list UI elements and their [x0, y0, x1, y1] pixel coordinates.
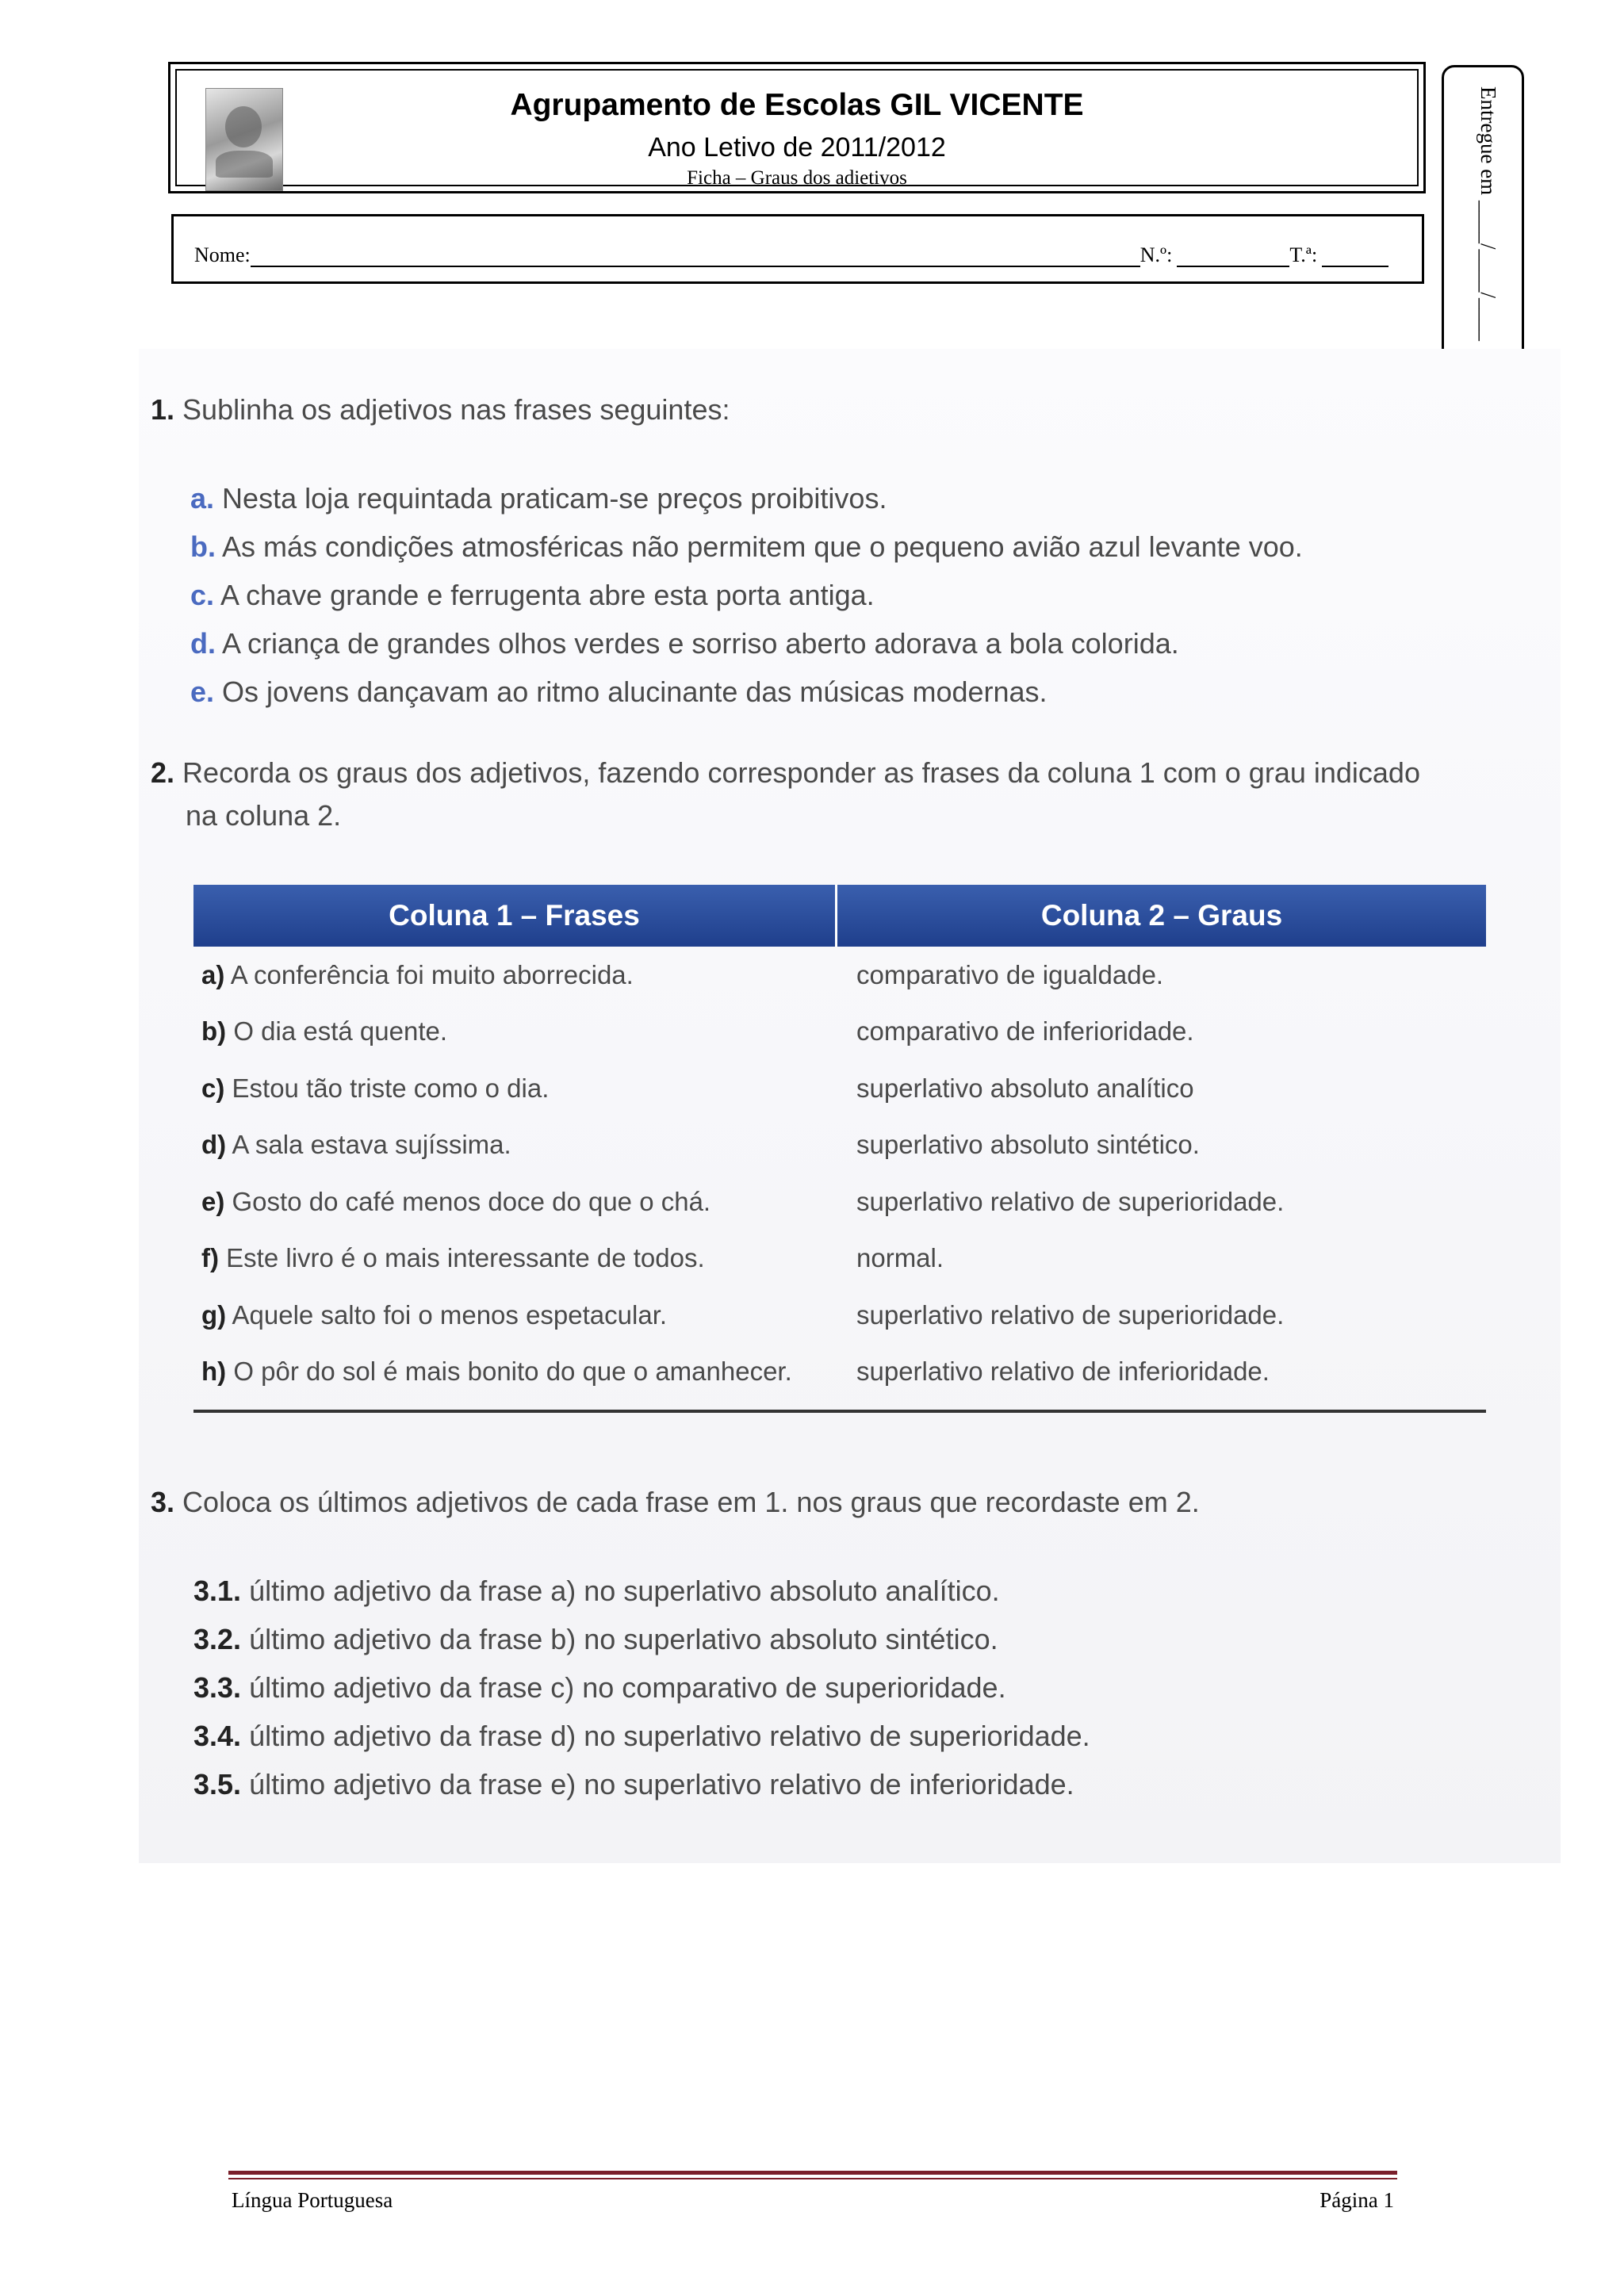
student-info-box: [171, 214, 1424, 284]
row-letter: c): [201, 1073, 225, 1103]
sentence-cell: [193, 1187, 837, 1217]
degree-cell: comparativo de igualdade.: [856, 959, 1164, 989]
q1-item: [190, 530, 1303, 564]
table-row: [193, 1344, 1486, 1401]
q1-item-text: A chave grande e ferrugenta abre esta porta antiga.: [220, 579, 875, 611]
column-2-header: Coluna 2 – Graus: [1040, 899, 1283, 932]
degree-cell: superlativo relativo de superioridade.: [856, 1299, 1285, 1330]
q3-item: [193, 1575, 1000, 1608]
q1-item-text: As más condições atmosféricas não permitem que o pequeno avião azul levante voo.: [222, 530, 1303, 563]
sentence-cell: [193, 1130, 837, 1160]
degree-cell: superlativo absoluto sintético.: [856, 1130, 1200, 1160]
column-1-header: Coluna 1 – Frases: [193, 885, 837, 947]
q1-item: [190, 627, 1179, 660]
header-inner-frame: [175, 69, 1419, 189]
table-bottom-rule: [193, 1410, 1486, 1413]
q3-item-text: último adjetivo da frase a) no superlativo absoluto analítico.: [249, 1575, 1000, 1607]
row-letter: f): [201, 1243, 219, 1273]
q1-item-text: Os jovens dançavam ao ritmo alucinante das músicas modernas.: [222, 675, 1048, 708]
row-sentence: A sala estava sujíssima.: [232, 1130, 511, 1160]
question-1-number: 1.: [151, 393, 175, 426]
row-sentence: Este livro é o mais interessante de todos.: [226, 1243, 705, 1273]
question-1-prompt: Sublinha os adjetivos nas frases seguintes:: [182, 393, 730, 426]
q3-item-number: 3.2.: [193, 1623, 242, 1655]
table-row: [193, 1060, 1486, 1117]
q1-item-letter: b.: [190, 530, 216, 563]
class-field[interactable]: [1322, 248, 1388, 267]
degree-cell: normal.: [856, 1243, 944, 1273]
sentence-cell: [193, 1073, 837, 1104]
footer-rule-thin: [228, 2178, 1397, 2179]
question-2-title: [151, 756, 1420, 790]
row-letter: g): [201, 1299, 227, 1330]
q3-item-text: último adjetivo da frase b) no superlativo absoluto sintético.: [249, 1623, 998, 1655]
degree-cell: superlativo relativo de inferioridade.: [856, 1357, 1270, 1387]
q1-item-letter: c.: [190, 579, 215, 611]
q3-item-text: último adjetivo da frase c) no comparativo de superioridade.: [249, 1671, 1006, 1704]
sentence-cell: [193, 1016, 837, 1047]
worksheet-subtitle: Ficha – Graus dos adietivos: [687, 167, 907, 189]
row-sentence: O dia está quente.: [233, 1016, 448, 1047]
q1-item-letter: a.: [190, 482, 215, 515]
row-sentence: Gosto do café menos doce do que o chá.: [232, 1186, 711, 1216]
sentence-cell: [193, 960, 837, 990]
row-letter: d): [201, 1130, 227, 1160]
table-row: [193, 1173, 1486, 1230]
name-field[interactable]: [251, 248, 1140, 267]
sentence-cell: [193, 1357, 837, 1387]
q3-item: [193, 1768, 1074, 1801]
table-row: [193, 1117, 1486, 1174]
q3-item-number: 3.3.: [193, 1671, 242, 1704]
q1-item: [190, 675, 1048, 709]
table-row: [193, 1230, 1486, 1288]
q3-item: [193, 1623, 998, 1656]
sentence-cell: [193, 1300, 837, 1330]
q3-item: [193, 1671, 1006, 1705]
question-2-prompt: Recorda os graus dos adjetivos, fazendo corresponder as frases da coluna 1 com o grau indicado: [182, 756, 1420, 789]
delivery-date-text: Entregue em ____/____/____: [1477, 86, 1500, 341]
header-box: [168, 62, 1426, 193]
q1-item-text: Nesta loja requintada praticam-se preços proibitivos.: [222, 482, 887, 515]
table-row: [193, 1287, 1486, 1344]
row-letter: e): [201, 1186, 225, 1216]
student-info-line: [194, 243, 1398, 267]
q1-item-letter: d.: [190, 627, 216, 660]
q3-item-text: último adjetivo da frase d) no superlativo relativo de superioridade.: [249, 1720, 1090, 1752]
q3-item-text: último adjetivo da frase e) no superlativo relativo de inferioridade.: [249, 1768, 1074, 1800]
question-2-prompt-continued: na coluna 2.: [186, 799, 342, 832]
question-1-title: [151, 393, 730, 427]
sentence-cell: [193, 1243, 837, 1273]
question-2-number: 2.: [151, 756, 175, 789]
q1-item: [190, 482, 887, 515]
row-letter: b): [201, 1016, 227, 1047]
q3-item-number: 3.5.: [193, 1768, 242, 1800]
row-sentence: Aquele salto foi o menos espetacular.: [232, 1299, 668, 1330]
row-sentence: O pôr do sol é mais bonito do que o amanhecer.: [233, 1357, 792, 1387]
degree-cell: superlativo relativo de superioridade.: [856, 1186, 1285, 1216]
table-header: [193, 885, 1486, 947]
q1-item-text: A criança de grandes olhos verdes e sorriso aberto adorava a bola colorida.: [222, 627, 1179, 660]
footer-subject: Língua Portuguesa: [232, 2188, 393, 2212]
row-letter: h): [201, 1357, 227, 1387]
row-letter: a): [201, 959, 225, 989]
degrees-table: [193, 885, 1486, 1413]
class-label: T.ª:: [1289, 243, 1318, 266]
row-sentence: A conferência foi muito aborrecida.: [230, 959, 634, 989]
q3-item: [193, 1720, 1090, 1753]
number-label: N.º:: [1139, 243, 1173, 266]
row-sentence: Estou tão triste como o dia.: [232, 1073, 550, 1103]
number-field[interactable]: [1177, 248, 1289, 267]
school-year: Ano Letivo de 2011/2012: [648, 132, 946, 163]
q1-item-letter: e.: [190, 675, 215, 708]
question-3-title: [151, 1486, 1200, 1519]
footer-page-number: Página 1: [1320, 2188, 1394, 2212]
table-row: [193, 1004, 1486, 1061]
q3-item-number: 3.4.: [193, 1720, 242, 1752]
name-label: Nome:: [194, 243, 251, 266]
table-row: [193, 947, 1486, 1004]
footer-rule-thick: [228, 2171, 1397, 2175]
school-name: Agrupamento de Escolas GIL VICENTE: [510, 88, 1084, 122]
degree-cell: superlativo absoluto analítico: [856, 1073, 1194, 1103]
degree-cell: comparativo de inferioridade.: [856, 1016, 1194, 1047]
q1-item: [190, 579, 875, 612]
question-3-prompt: Coloca os últimos adjetivos de cada frase em 1. nos graus que recordaste em 2.: [182, 1486, 1200, 1518]
question-3-number: 3.: [151, 1486, 175, 1518]
q3-item-number: 3.1.: [193, 1575, 242, 1607]
